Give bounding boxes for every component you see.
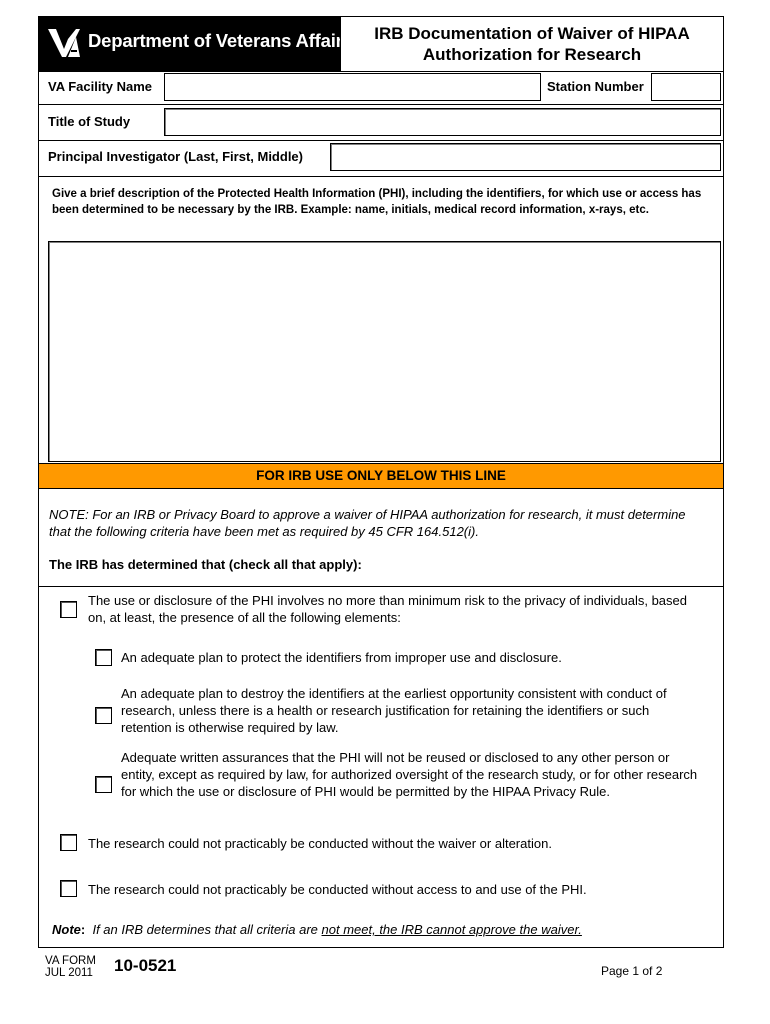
phi-description-prompt: Give a brief description of the Protected Health Information (PHI), including the identifiers, for which use or access has been determined to be necessary by the IRB. Example: name, initials, medical record information, x-rays, etc. — [52, 188, 702, 216]
waiver-necessity-checkbox[interactable] — [60, 834, 77, 851]
phi-description-textarea[interactable] — [48, 241, 721, 462]
final-note-underlined: not meet, the IRB cannot approve the waiver. — [321, 922, 582, 937]
destroy-identifiers-text: An adequate plan to destroy the identifiers at the earliest opportunity consistent with conduct of research, unless there is a health or research justification for retaining the identifiers or such retention is otherwise required by law. — [121, 686, 667, 735]
va-form-label: VA FORM — [45, 955, 96, 967]
station-number-field[interactable] — [651, 73, 721, 101]
principal-investigator-field[interactable] — [330, 143, 721, 171]
page-title-line2: Authorization for Research — [422, 45, 642, 64]
page-indicator: Page 1 of 2 — [601, 964, 663, 978]
va-logo-banner — [38, 16, 353, 71]
facility-name-field[interactable] — [164, 73, 541, 101]
row-divider — [38, 71, 724, 72]
written-assurances-checkbox[interactable] — [95, 776, 112, 793]
row-divider — [38, 140, 724, 141]
station-label: Station Number — [547, 79, 644, 94]
study-label: Title of Study — [48, 114, 131, 129]
page-title — [340, 16, 724, 71]
phi-access-text: The research could not practicably be conducted without access to and use of the PHI. — [88, 882, 587, 897]
phi-access-checkbox[interactable] — [60, 880, 77, 897]
minimum-risk-text: The use or disclosure of the PHI involves no more than minimum risk to the privacy of individuals, based on, at least, the presence of all the following elements: — [88, 593, 687, 625]
irb-use-only-banner: FOR IRB USE ONLY BELOW THIS LINE — [39, 463, 723, 489]
org-name: Department of Veterans Affairs — [88, 30, 353, 51]
form-date: JUL 2011 — [45, 967, 93, 979]
final-note: Note: If an IRB determines that all criteria are not meet, the IRB cannot approve the waiver. — [52, 922, 582, 937]
row-divider — [38, 586, 724, 587]
determined-heading: The IRB has determined that (check all that apply): — [49, 557, 362, 572]
final-note-label: Note — [52, 922, 81, 937]
note-text: NOTE: For an IRB or Privacy Board to approve a waiver of HIPAA authorization for research, it must determine that the following criteria have been met as required by 45 CFR 164.512(i). — [49, 507, 686, 539]
protect-identifiers-checkbox[interactable] — [95, 649, 112, 666]
row-divider — [38, 176, 724, 177]
va-seal-icon — [46, 25, 82, 61]
row-divider — [38, 104, 724, 105]
pi-label: Principal Investigator (Last, First, Middle) — [48, 149, 303, 164]
protect-identifiers-text: An adequate plan to protect the identifiers from improper use and disclosure. — [121, 650, 562, 665]
minimum-risk-checkbox[interactable] — [60, 601, 77, 618]
facility-label: VA Facility Name — [48, 79, 153, 94]
form-number: 10-0521 — [114, 956, 177, 975]
study-title-field[interactable] — [164, 108, 721, 136]
destroy-identifiers-checkbox[interactable] — [95, 707, 112, 724]
page-title-line1: IRB Documentation of Waiver of HIPAA — [374, 24, 690, 43]
waiver-necessity-text: The research could not practicably be conducted without the waiver or alteration. — [88, 836, 552, 851]
written-assurances-text: Adequate written assurances that the PHI will not be reused or disclosed to any other person or entity, except as required by law, for authorized oversight of the research study, or for other research for which the use or disclosure of PHI would be permitted by the HIPAA Privacy Rule. — [121, 750, 698, 799]
final-note-text: If an IRB determines that all criteria are — [92, 922, 322, 937]
